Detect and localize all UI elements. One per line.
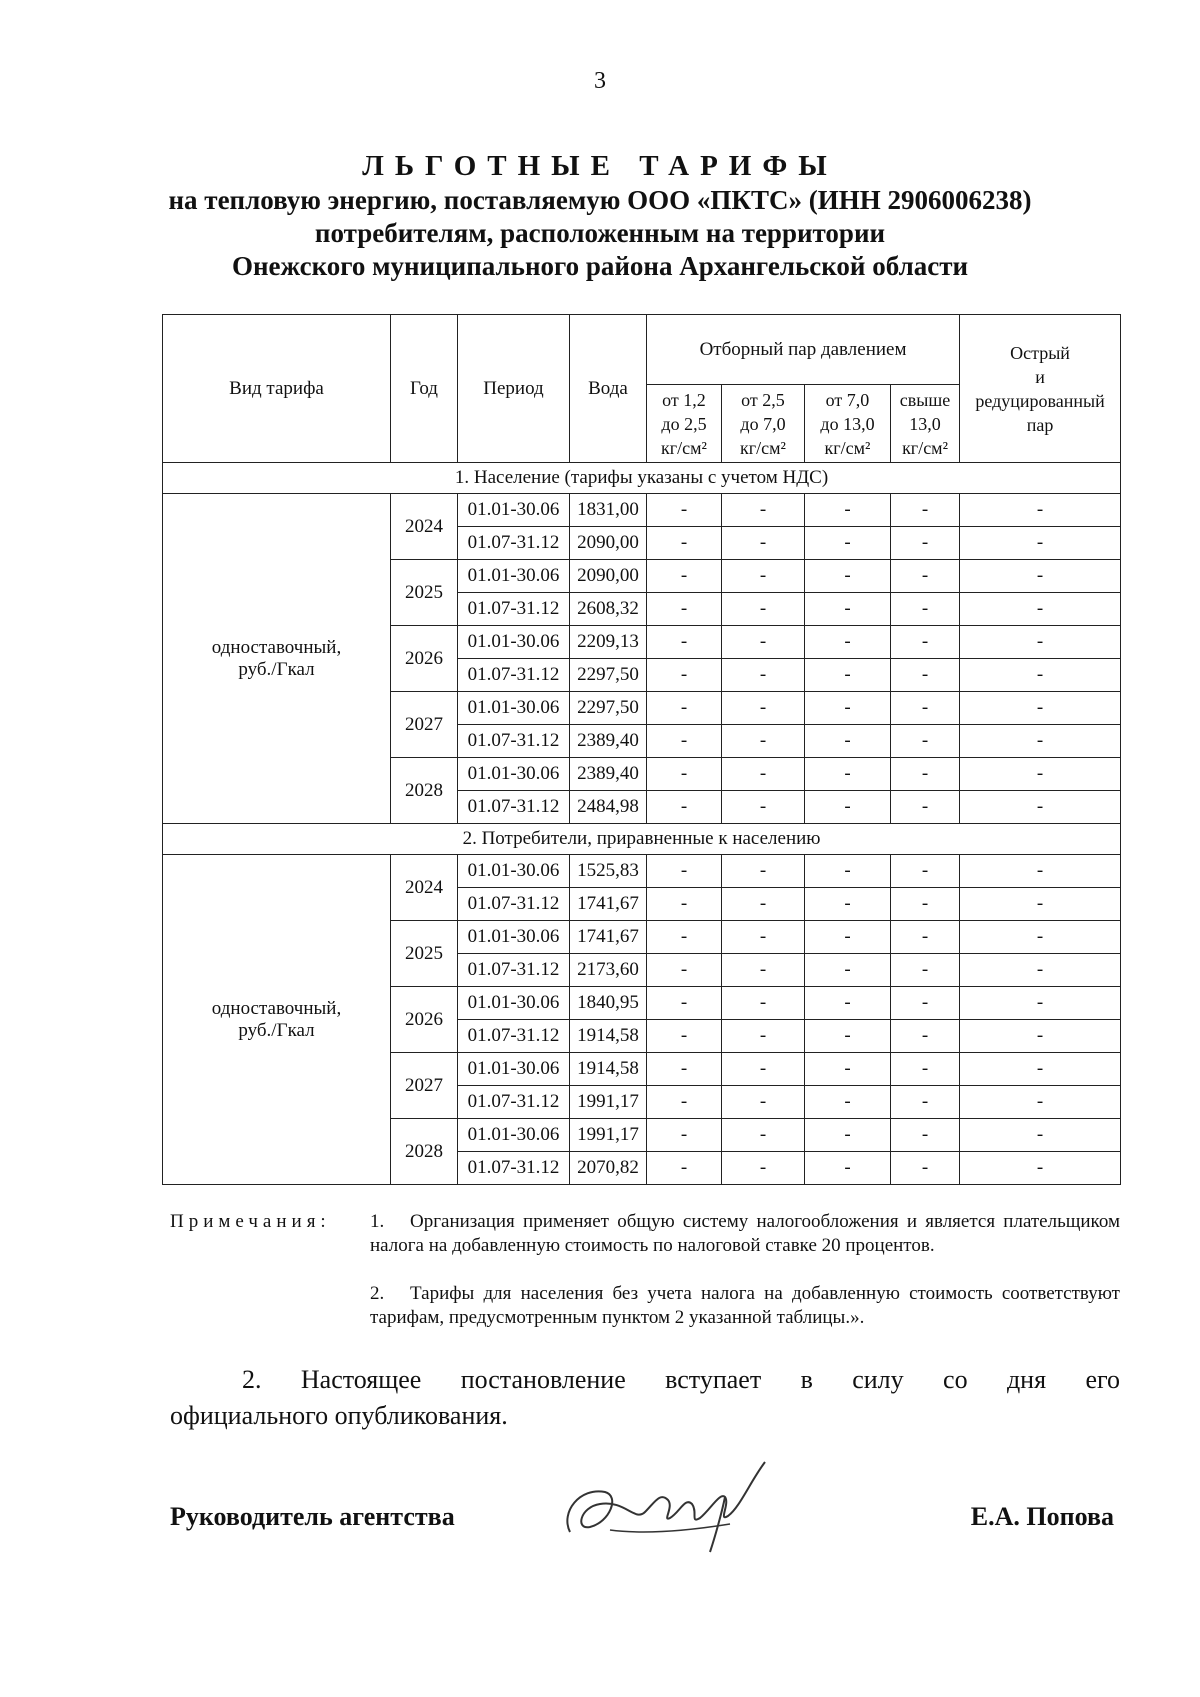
empty-tariff-cell: - xyxy=(805,954,891,987)
period-cell: 01.07-31.12 xyxy=(458,791,570,824)
period-cell: 01.01-30.06 xyxy=(458,921,570,954)
empty-tariff-cell: - xyxy=(960,954,1121,987)
signature-image xyxy=(550,1452,790,1562)
period-cell: 01.01-30.06 xyxy=(458,855,570,888)
note-item-2 xyxy=(370,1282,1120,1330)
notes-label: Примечания: xyxy=(170,1211,331,1232)
empty-tariff-cell: - xyxy=(891,1053,960,1086)
empty-tariff-cell: - xyxy=(960,626,1121,659)
tariff-type-cell xyxy=(163,494,391,824)
signatory-name: Е.А. Попова xyxy=(970,1502,1114,1531)
empty-tariff-cell: - xyxy=(805,921,891,954)
year-cell: 2024 xyxy=(391,855,458,921)
header-pressure-2-to: до 7,0 xyxy=(740,413,786,434)
period-cell: 01.01-30.06 xyxy=(458,1119,570,1152)
empty-tariff-cell: - xyxy=(891,494,960,527)
period-cell: 01.07-31.12 xyxy=(458,527,570,560)
empty-tariff-cell: - xyxy=(891,855,960,888)
empty-tariff-cell: - xyxy=(647,725,722,758)
empty-tariff-cell: - xyxy=(722,855,805,888)
empty-tariff-cell: - xyxy=(891,791,960,824)
header-tariff-type: Вид тарифа xyxy=(163,315,391,463)
header-extraction-steam: Отборный пар давлением xyxy=(647,315,960,385)
empty-tariff-cell: - xyxy=(960,659,1121,692)
empty-tariff-cell: - xyxy=(647,560,722,593)
empty-tariff-cell: - xyxy=(722,626,805,659)
water-tariff-cell: 1741,67 xyxy=(570,888,647,921)
empty-tariff-cell: - xyxy=(960,593,1121,626)
year-cell: 2024 xyxy=(391,494,458,560)
section-title-row xyxy=(163,824,1121,855)
empty-tariff-cell: - xyxy=(647,692,722,725)
empty-tariff-cell: - xyxy=(805,1086,891,1119)
empty-tariff-cell: - xyxy=(722,725,805,758)
empty-tariff-cell: - xyxy=(722,494,805,527)
empty-tariff-cell: - xyxy=(891,921,960,954)
header-pressure-3-from: от 7,0 xyxy=(825,389,870,410)
water-tariff-cell: 1991,17 xyxy=(570,1119,647,1152)
section-title: 2. Потребители, приравненные к населению xyxy=(163,824,1121,855)
note-number: 2. xyxy=(370,1283,385,1304)
empty-tariff-cell: - xyxy=(805,855,891,888)
empty-tariff-cell: - xyxy=(722,692,805,725)
header-pressure-4-value: 13,0 xyxy=(909,413,941,434)
empty-tariff-cell: - xyxy=(722,560,805,593)
empty-tariff-cell: - xyxy=(960,791,1121,824)
header-pressure-4-unit: кг/см² xyxy=(902,437,948,458)
year-cell: 2026 xyxy=(391,626,458,692)
empty-tariff-cell: - xyxy=(805,692,891,725)
empty-tariff-cell: - xyxy=(805,527,891,560)
empty-tariff-cell: - xyxy=(722,888,805,921)
empty-tariff-cell: - xyxy=(805,1152,891,1185)
table-row xyxy=(163,494,1121,527)
water-tariff-cell: 2297,50 xyxy=(570,692,647,725)
empty-tariff-cell: - xyxy=(805,593,891,626)
tariff-table xyxy=(162,314,1121,1185)
tariff-type-cell xyxy=(163,855,391,1185)
water-tariff-cell: 1831,00 xyxy=(570,494,647,527)
empty-tariff-cell: - xyxy=(891,954,960,987)
empty-tariff-cell: - xyxy=(960,855,1121,888)
empty-tariff-cell: - xyxy=(891,659,960,692)
note-text: Организация применяет общую систему налогообложения и является плательщиком налога на добавленную стоимость по налоговой ставке 20 процентов. xyxy=(370,1211,1120,1256)
header-pressure-3-to: до 13,0 xyxy=(820,413,875,434)
empty-tariff-cell: - xyxy=(805,659,891,692)
empty-tariff-cell: - xyxy=(647,527,722,560)
period-cell: 01.01-30.06 xyxy=(458,560,570,593)
empty-tariff-cell: - xyxy=(960,888,1121,921)
section-title: 1. Население (тарифы указаны с учетом НДС) xyxy=(163,463,1121,494)
period-cell: 01.01-30.06 xyxy=(458,626,570,659)
note-number: 1. xyxy=(370,1211,385,1232)
empty-tariff-cell: - xyxy=(805,626,891,659)
empty-tariff-cell: - xyxy=(891,758,960,791)
header-period: Период xyxy=(458,315,570,463)
empty-tariff-cell: - xyxy=(891,1086,960,1119)
empty-tariff-cell: - xyxy=(960,987,1121,1020)
water-tariff-cell: 2090,00 xyxy=(570,527,647,560)
header-pressure-2 xyxy=(722,385,805,463)
clause-2 xyxy=(170,1362,1120,1434)
year-cell: 2028 xyxy=(391,758,458,824)
water-tariff-cell: 1840,95 xyxy=(570,987,647,1020)
empty-tariff-cell: - xyxy=(960,921,1121,954)
empty-tariff-cell: - xyxy=(805,494,891,527)
water-tariff-cell: 2608,32 xyxy=(570,593,647,626)
empty-tariff-cell: - xyxy=(805,560,891,593)
water-tariff-cell: 2389,40 xyxy=(570,725,647,758)
header-sharp-line-3: редуцированный xyxy=(975,390,1105,411)
empty-tariff-cell: - xyxy=(722,758,805,791)
year-cell: 2027 xyxy=(391,692,458,758)
header-pressure-3-unit: кг/см² xyxy=(824,437,871,458)
note-item-1 xyxy=(370,1210,1120,1258)
empty-tariff-cell: - xyxy=(960,1020,1121,1053)
empty-tariff-cell: - xyxy=(891,888,960,921)
signatory-role: Руководитель агентства xyxy=(170,1502,455,1531)
header-sharp-steam xyxy=(960,315,1121,463)
water-tariff-cell: 2090,00 xyxy=(570,560,647,593)
empty-tariff-cell: - xyxy=(805,1020,891,1053)
period-cell: 01.07-31.12 xyxy=(458,954,570,987)
title-line-3: Онежского муниципального района Архангельской области xyxy=(231,251,969,281)
title-line-2: потребителям, расположенным на территории xyxy=(314,218,886,248)
empty-tariff-cell: - xyxy=(960,1053,1121,1086)
period-cell: 01.07-31.12 xyxy=(458,1152,570,1185)
header-sharp-line-4: пар xyxy=(1026,414,1054,435)
period-cell: 01.01-30.06 xyxy=(458,1053,570,1086)
empty-tariff-cell: - xyxy=(891,626,960,659)
empty-tariff-cell: - xyxy=(891,1020,960,1053)
header-water: Вода xyxy=(570,315,647,463)
tariff-type-line-1: одноставочный, xyxy=(211,636,342,658)
empty-tariff-cell: - xyxy=(722,954,805,987)
empty-tariff-cell: - xyxy=(960,527,1121,560)
empty-tariff-cell: - xyxy=(722,1053,805,1086)
water-tariff-cell: 2297,50 xyxy=(570,659,647,692)
period-cell: 01.07-31.12 xyxy=(458,659,570,692)
water-tariff-cell: 1914,58 xyxy=(570,1053,647,1086)
empty-tariff-cell: - xyxy=(891,987,960,1020)
empty-tariff-cell: - xyxy=(647,1152,722,1185)
empty-tariff-cell: - xyxy=(722,791,805,824)
year-cell: 2028 xyxy=(391,1119,458,1185)
clause-line-2: официального опубликования. xyxy=(170,1401,508,1430)
empty-tariff-cell: - xyxy=(647,987,722,1020)
empty-tariff-cell: - xyxy=(722,1020,805,1053)
empty-tariff-cell: - xyxy=(891,692,960,725)
empty-tariff-cell: - xyxy=(805,1053,891,1086)
empty-tariff-cell: - xyxy=(647,593,722,626)
empty-tariff-cell: - xyxy=(891,1152,960,1185)
header-pressure-4-from: свыше xyxy=(899,389,951,410)
empty-tariff-cell: - xyxy=(647,921,722,954)
water-tariff-cell: 1991,17 xyxy=(570,1086,647,1119)
water-tariff-cell: 2389,40 xyxy=(570,758,647,791)
water-tariff-cell: 2209,13 xyxy=(570,626,647,659)
header-pressure-1-to: до 2,5 xyxy=(661,413,707,434)
empty-tariff-cell: - xyxy=(647,626,722,659)
tariff-type-line-1: одноставочный, xyxy=(211,997,342,1019)
period-cell: 01.07-31.12 xyxy=(458,725,570,758)
header-sharp-line-2: и xyxy=(1035,366,1045,387)
header-pressure-1 xyxy=(647,385,722,463)
header-year: Год xyxy=(391,315,458,463)
empty-tariff-cell: - xyxy=(647,758,722,791)
clause-line-1: 2. Настоящее постановление вступает в силу со дня его xyxy=(242,1365,1120,1394)
header-pressure-1-from: от 1,2 xyxy=(662,389,706,410)
empty-tariff-cell: - xyxy=(722,1086,805,1119)
period-cell: 01.07-31.12 xyxy=(458,1086,570,1119)
page-number: 3 xyxy=(594,68,606,94)
period-cell: 01.07-31.12 xyxy=(458,888,570,921)
empty-tariff-cell: - xyxy=(960,1086,1121,1119)
period-cell: 01.01-30.06 xyxy=(458,692,570,725)
empty-tariff-cell: - xyxy=(805,758,891,791)
water-tariff-cell: 1914,58 xyxy=(570,1020,647,1053)
year-cell: 2026 xyxy=(391,987,458,1053)
empty-tariff-cell: - xyxy=(891,593,960,626)
empty-tariff-cell: - xyxy=(805,791,891,824)
empty-tariff-cell: - xyxy=(722,527,805,560)
empty-tariff-cell: - xyxy=(722,1119,805,1152)
empty-tariff-cell: - xyxy=(960,692,1121,725)
header-pressure-2-unit: кг/см² xyxy=(740,437,786,458)
empty-tariff-cell: - xyxy=(960,758,1121,791)
empty-tariff-cell: - xyxy=(960,560,1121,593)
water-tariff-cell: 2173,60 xyxy=(570,954,647,987)
title-main: ЛЬГОТНЫЕ ТАРИФЫ xyxy=(362,150,838,182)
tariff-type-line-2: руб./Гкал xyxy=(238,658,315,680)
document-title xyxy=(0,148,1200,283)
period-cell: 01.01-30.06 xyxy=(458,758,570,791)
empty-tariff-cell: - xyxy=(805,888,891,921)
empty-tariff-cell: - xyxy=(647,494,722,527)
empty-tariff-cell: - xyxy=(647,1119,722,1152)
water-tariff-cell: 1525,83 xyxy=(570,855,647,888)
water-tariff-cell: 2484,98 xyxy=(570,791,647,824)
water-tariff-cell: 1741,67 xyxy=(570,921,647,954)
header-pressure-3 xyxy=(805,385,891,463)
empty-tariff-cell: - xyxy=(891,560,960,593)
empty-tariff-cell: - xyxy=(647,1053,722,1086)
empty-tariff-cell: - xyxy=(647,659,722,692)
empty-tariff-cell: - xyxy=(960,1152,1121,1185)
year-cell: 2025 xyxy=(391,921,458,987)
empty-tariff-cell: - xyxy=(647,1020,722,1053)
header-sharp-line-1: Острый xyxy=(1010,342,1070,363)
empty-tariff-cell: - xyxy=(647,791,722,824)
empty-tariff-cell: - xyxy=(647,855,722,888)
header-pressure-1-unit: кг/см² xyxy=(661,437,707,458)
note-text: Тарифы для населения без учета налога на добавленную стоимость соответствуют тарифам, предусмотренным пунктом 2 указанной таблицы.». xyxy=(370,1283,1120,1328)
empty-tariff-cell: - xyxy=(722,593,805,626)
year-cell: 2025 xyxy=(391,560,458,626)
empty-tariff-cell: - xyxy=(805,1119,891,1152)
table-row xyxy=(163,855,1121,888)
empty-tariff-cell: - xyxy=(722,1152,805,1185)
empty-tariff-cell: - xyxy=(960,725,1121,758)
year-cell: 2027 xyxy=(391,1053,458,1119)
empty-tariff-cell: - xyxy=(722,987,805,1020)
period-cell: 01.01-30.06 xyxy=(458,494,570,527)
empty-tariff-cell: - xyxy=(647,954,722,987)
header-pressure-4 xyxy=(891,385,960,463)
empty-tariff-cell: - xyxy=(960,1119,1121,1152)
empty-tariff-cell: - xyxy=(891,1119,960,1152)
section-title-row xyxy=(163,463,1121,494)
water-tariff-cell: 2070,82 xyxy=(570,1152,647,1185)
period-cell: 01.07-31.12 xyxy=(458,593,570,626)
period-cell: 01.07-31.12 xyxy=(458,1020,570,1053)
empty-tariff-cell: - xyxy=(647,1086,722,1119)
empty-tariff-cell: - xyxy=(805,987,891,1020)
title-line-1: на тепловую энергию, поставляемую ООО «ПКТС» (ИНН 2906006238) xyxy=(168,185,1032,215)
empty-tariff-cell: - xyxy=(960,494,1121,527)
empty-tariff-cell: - xyxy=(722,921,805,954)
period-cell: 01.01-30.06 xyxy=(458,987,570,1020)
empty-tariff-cell: - xyxy=(891,725,960,758)
empty-tariff-cell: - xyxy=(891,527,960,560)
empty-tariff-cell: - xyxy=(647,888,722,921)
empty-tariff-cell: - xyxy=(805,725,891,758)
header-pressure-2-from: от 2,5 xyxy=(741,389,785,410)
tariff-type-line-2: руб./Гкал xyxy=(238,1019,315,1041)
empty-tariff-cell: - xyxy=(722,659,805,692)
